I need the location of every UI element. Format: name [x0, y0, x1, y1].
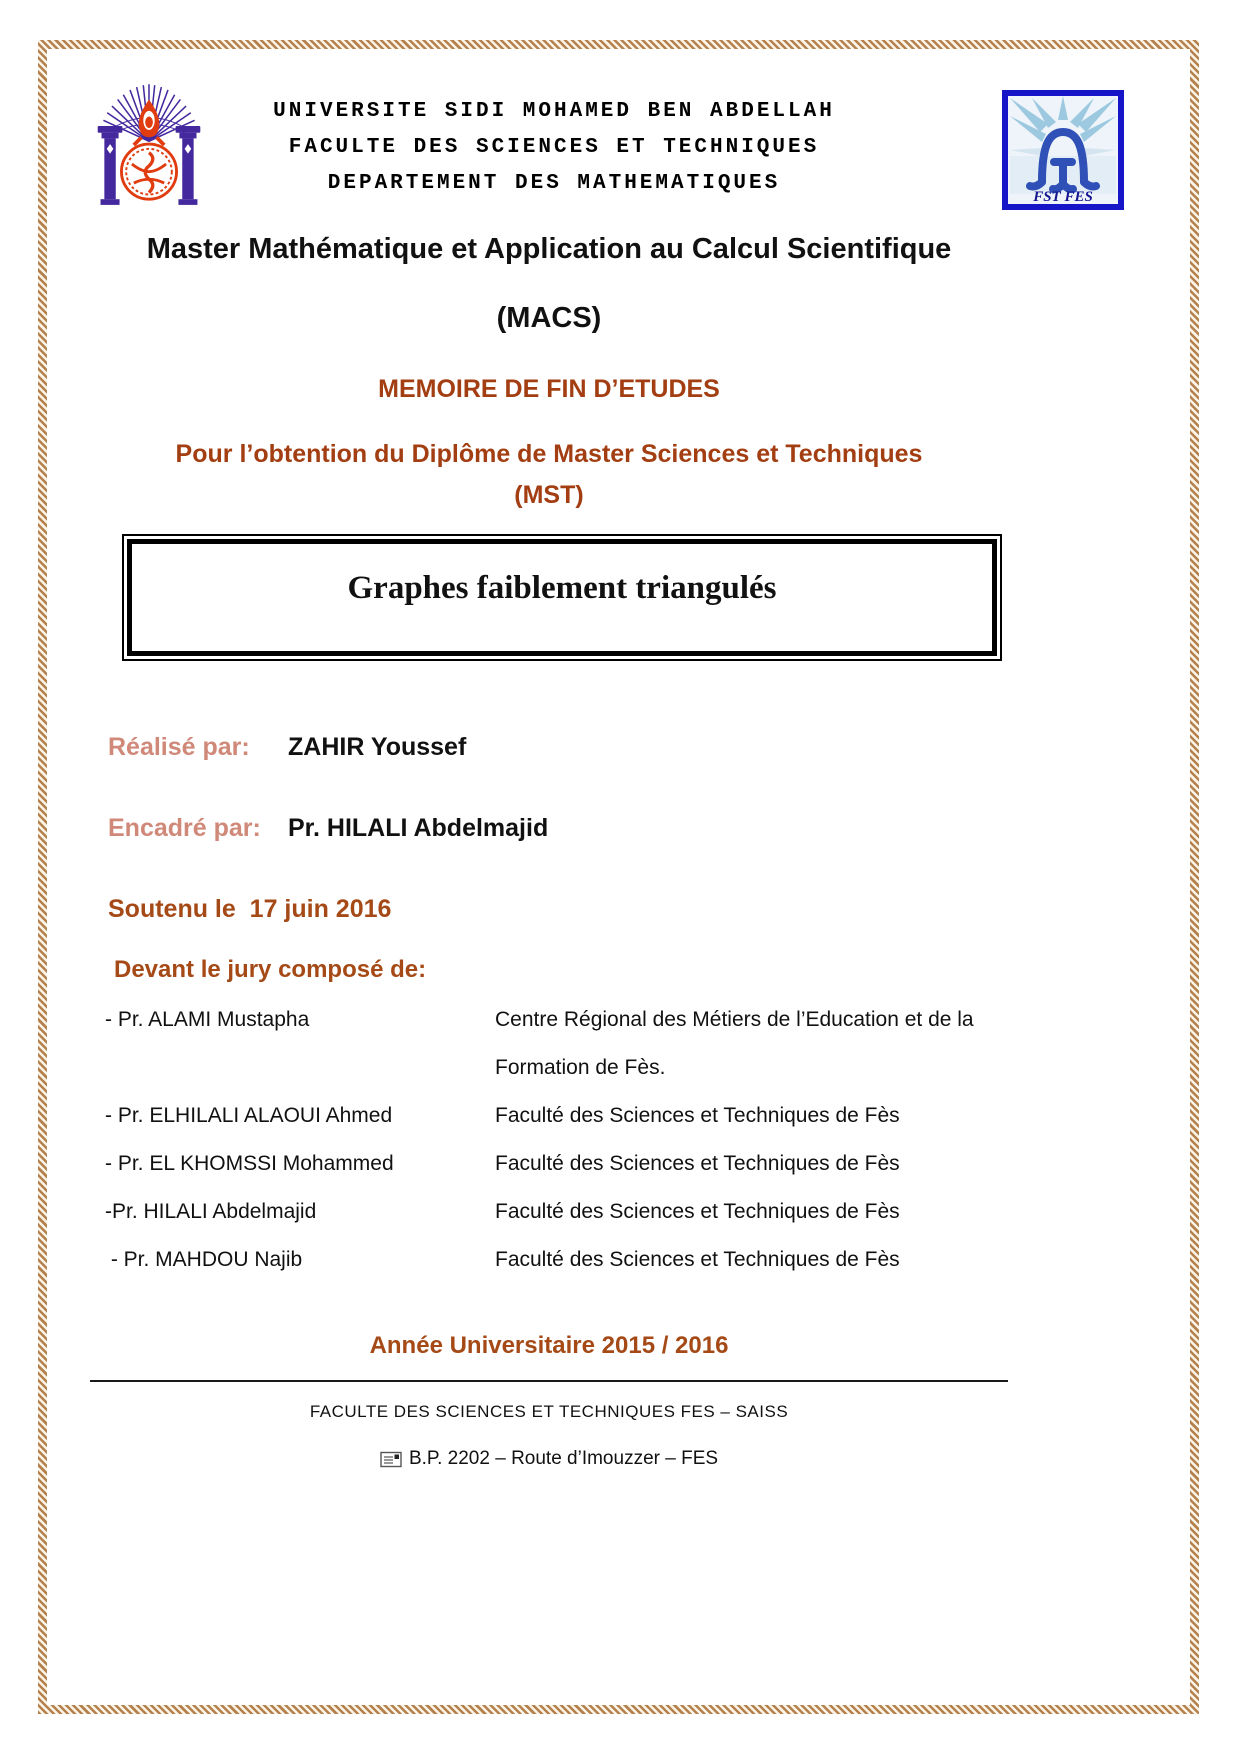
jury-member-affiliation: Faculté des Sciences et Techniques de Fès	[495, 1200, 900, 1223]
institution-header	[206, 82, 1002, 202]
degree-purpose-abbr: (MST)	[514, 481, 584, 509]
jury-heading: Devant le jury composé de:	[114, 956, 427, 983]
memoire-heading: MEMOIRE DE FIN D’ETUDES	[378, 375, 720, 403]
main-content	[90, 225, 1008, 1470]
page-header	[92, 82, 1124, 210]
jury-row	[90, 996, 1008, 1092]
jury-member-name: - Pr. EL KHOMSSI Mohammed	[105, 1152, 394, 1175]
academic-year-line: Année Universitaire 2015 / 2016	[369, 1332, 729, 1359]
encadre-par-label: Encadré par:	[108, 814, 261, 842]
envelope-icon	[380, 1451, 402, 1468]
footer-address-text: B.P. 2202 – Route d’Imouzzer – FES	[408, 1448, 719, 1469]
degree-purpose-line: Pour l’obtention du Diplôme de Master Sciences et Techniques	[175, 440, 923, 468]
jury-member-name: - Pr. MAHDOU Najib	[105, 1248, 303, 1271]
master-program-title: Master Mathématique et Application au Calcul Scientifique	[146, 233, 952, 265]
jury-member-name: -Pr. HILALI Abdelmajid	[105, 1200, 317, 1223]
jury-list	[90, 996, 1008, 1284]
jury-member-affiliation: Faculté des Sciences et Techniques de Fès	[495, 1248, 900, 1271]
supervisor-name: Pr. HILALI Abdelmajid	[288, 814, 549, 842]
jury-member-name: - Pr. ALAMI Mustapha	[105, 1008, 310, 1031]
faculty-name: FACULTE DES SCIENCES ET TECHNIQUES	[288, 136, 820, 159]
author-name: ZAHIR Youssef	[288, 733, 467, 761]
jury-member-affiliation: Faculté des Sciences et Techniques de Fès	[495, 1152, 900, 1175]
jury-member-name: - Pr. ELHILALI ALAOUI Ahmed	[105, 1104, 393, 1127]
jury-member-affiliation: Faculté des Sciences et Techniques de Fès	[495, 1104, 900, 1127]
department-name: DEPARTEMENT DES MATHEMATIQUES	[327, 172, 781, 195]
jury-row	[90, 1092, 1008, 1140]
defense-date-line: Soutenu le 17 juin 2016	[108, 895, 392, 923]
jury-row	[90, 1188, 1008, 1236]
fst-fes-logo	[1002, 90, 1124, 210]
jury-row	[90, 1236, 1008, 1284]
author-row	[108, 733, 1008, 762]
footer-address-line	[90, 1448, 1008, 1470]
jury-member-affiliation: Centre Régional des Métiers de l’Education et de la Formation de Fès.	[495, 1008, 974, 1079]
university-emblem-logo	[92, 82, 206, 210]
jury-row	[90, 1140, 1008, 1188]
thesis-title-box	[122, 534, 1002, 661]
fst-logo-caption: FST FES	[1033, 189, 1093, 205]
realise-par-label: Réalisé par:	[108, 733, 250, 761]
master-program-abbr: (MACS)	[496, 302, 602, 334]
university-name: UNIVERSITE SIDI MOHAMED BEN ABDELLAH	[273, 100, 835, 123]
footer-divider	[90, 1380, 1008, 1382]
supervisor-row	[108, 814, 1008, 843]
thesis-title: Graphes faiblement triangulés	[347, 570, 777, 606]
footer-faculty-line: FACULTE DES SCIENCES ET TECHNIQUES FES – SAISS	[309, 1402, 789, 1421]
